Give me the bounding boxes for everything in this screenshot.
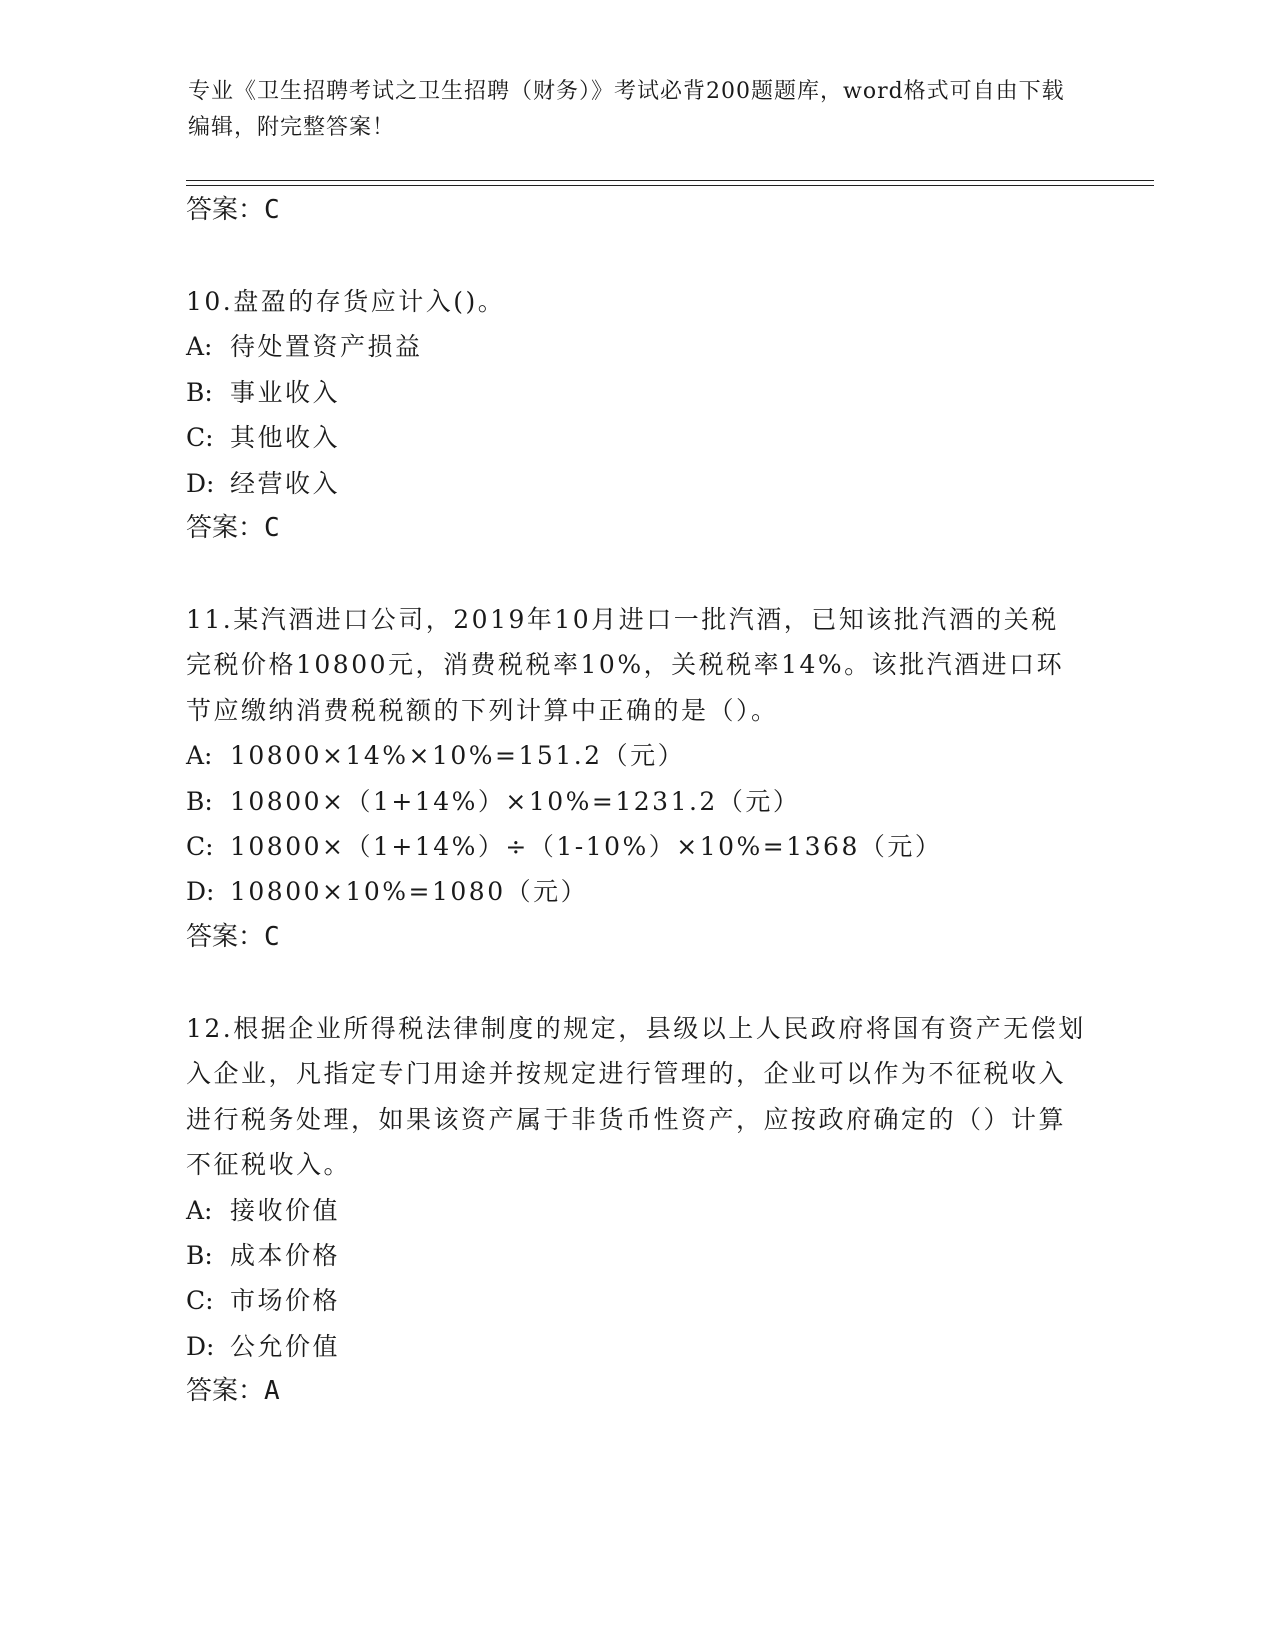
option-b xyxy=(186,370,1086,415)
option-key: C: xyxy=(186,423,214,453)
option-text: 10800×（1+14%）÷（1-10%）×10%=1368（元） xyxy=(230,832,943,862)
option-text: 10800×（1+14%）×10%=1231.2（元） xyxy=(230,786,801,816)
option-a xyxy=(186,324,1086,369)
option-key: B: xyxy=(186,377,213,407)
option-text: 经营收入 xyxy=(230,468,341,498)
option-text: 其他收入 xyxy=(230,423,341,453)
question-10 xyxy=(186,279,1086,551)
option-text: 待处置资产损益 xyxy=(230,332,423,362)
header-rule-bottom xyxy=(186,185,1154,186)
answer-line: 答案：C xyxy=(186,195,280,225)
option-text: 10800×10%=1080（元） xyxy=(230,877,589,907)
answer-line: 答案：A xyxy=(186,1376,280,1407)
question-11 xyxy=(186,597,1086,960)
option-key: A: xyxy=(186,1195,213,1225)
option-c xyxy=(186,824,1086,869)
option-d xyxy=(186,461,1086,506)
option-text: 10800×14%×10%=151.2（元） xyxy=(230,741,686,771)
option-key: D: xyxy=(186,1331,215,1361)
option-key: D: xyxy=(186,877,215,907)
option-b xyxy=(186,1233,1086,1278)
option-text: 成本价格 xyxy=(230,1240,341,1270)
option-key: C: xyxy=(186,1286,214,1316)
option-b xyxy=(186,779,1086,824)
option-d xyxy=(186,869,1086,914)
option-d xyxy=(186,1324,1086,1369)
header-rule-top xyxy=(186,180,1154,181)
answer-line: 答案：C xyxy=(186,921,280,952)
question-stem: 10.盘盈的存货应计入()。 xyxy=(186,287,506,316)
option-text: 市场价格 xyxy=(230,1286,341,1316)
option-key: A: xyxy=(186,741,213,771)
answer-line: 答案：C xyxy=(186,513,280,544)
option-text: 事业收入 xyxy=(230,377,341,407)
option-text: 公允价值 xyxy=(230,1331,341,1361)
question-stem: 12.根据企业所得税法律制度的规定，县级以上人民政府将国有资产无偿划入企业，凡指定专门用途并按规定进行管理的，企业可以作为不征税收入进行税务处理，如果该资产属于非货币性资产，应按政府确定的（）计算不征税收入。 xyxy=(186,1013,1086,1180)
option-a xyxy=(186,1188,1086,1233)
question-list xyxy=(186,188,1086,1414)
option-text: 接收价值 xyxy=(230,1195,341,1225)
option-key: D: xyxy=(186,468,215,498)
option-key: B: xyxy=(186,786,213,816)
question-12 xyxy=(186,1006,1086,1414)
question-stem: 11.某汽酒进口公司，2019年10月进口一批汽酒，已知该批汽酒的关税完税价格10800元，消费税税率10%，关税税率14%。该批汽酒进口环节应缴纳消费税税额的下列计算中正确的是（）。 xyxy=(186,605,1065,725)
option-c xyxy=(186,415,1086,460)
option-key: A: xyxy=(186,332,213,362)
option-key: C: xyxy=(186,832,214,862)
option-c xyxy=(186,1278,1086,1323)
option-key: B: xyxy=(186,1240,213,1270)
option-a xyxy=(186,733,1086,778)
document-header: 专业《卫生招聘考试之卫生招聘（财务）》考试必背200题题库，word格式可自由下载编辑，附完整答案！ xyxy=(188,79,1065,140)
